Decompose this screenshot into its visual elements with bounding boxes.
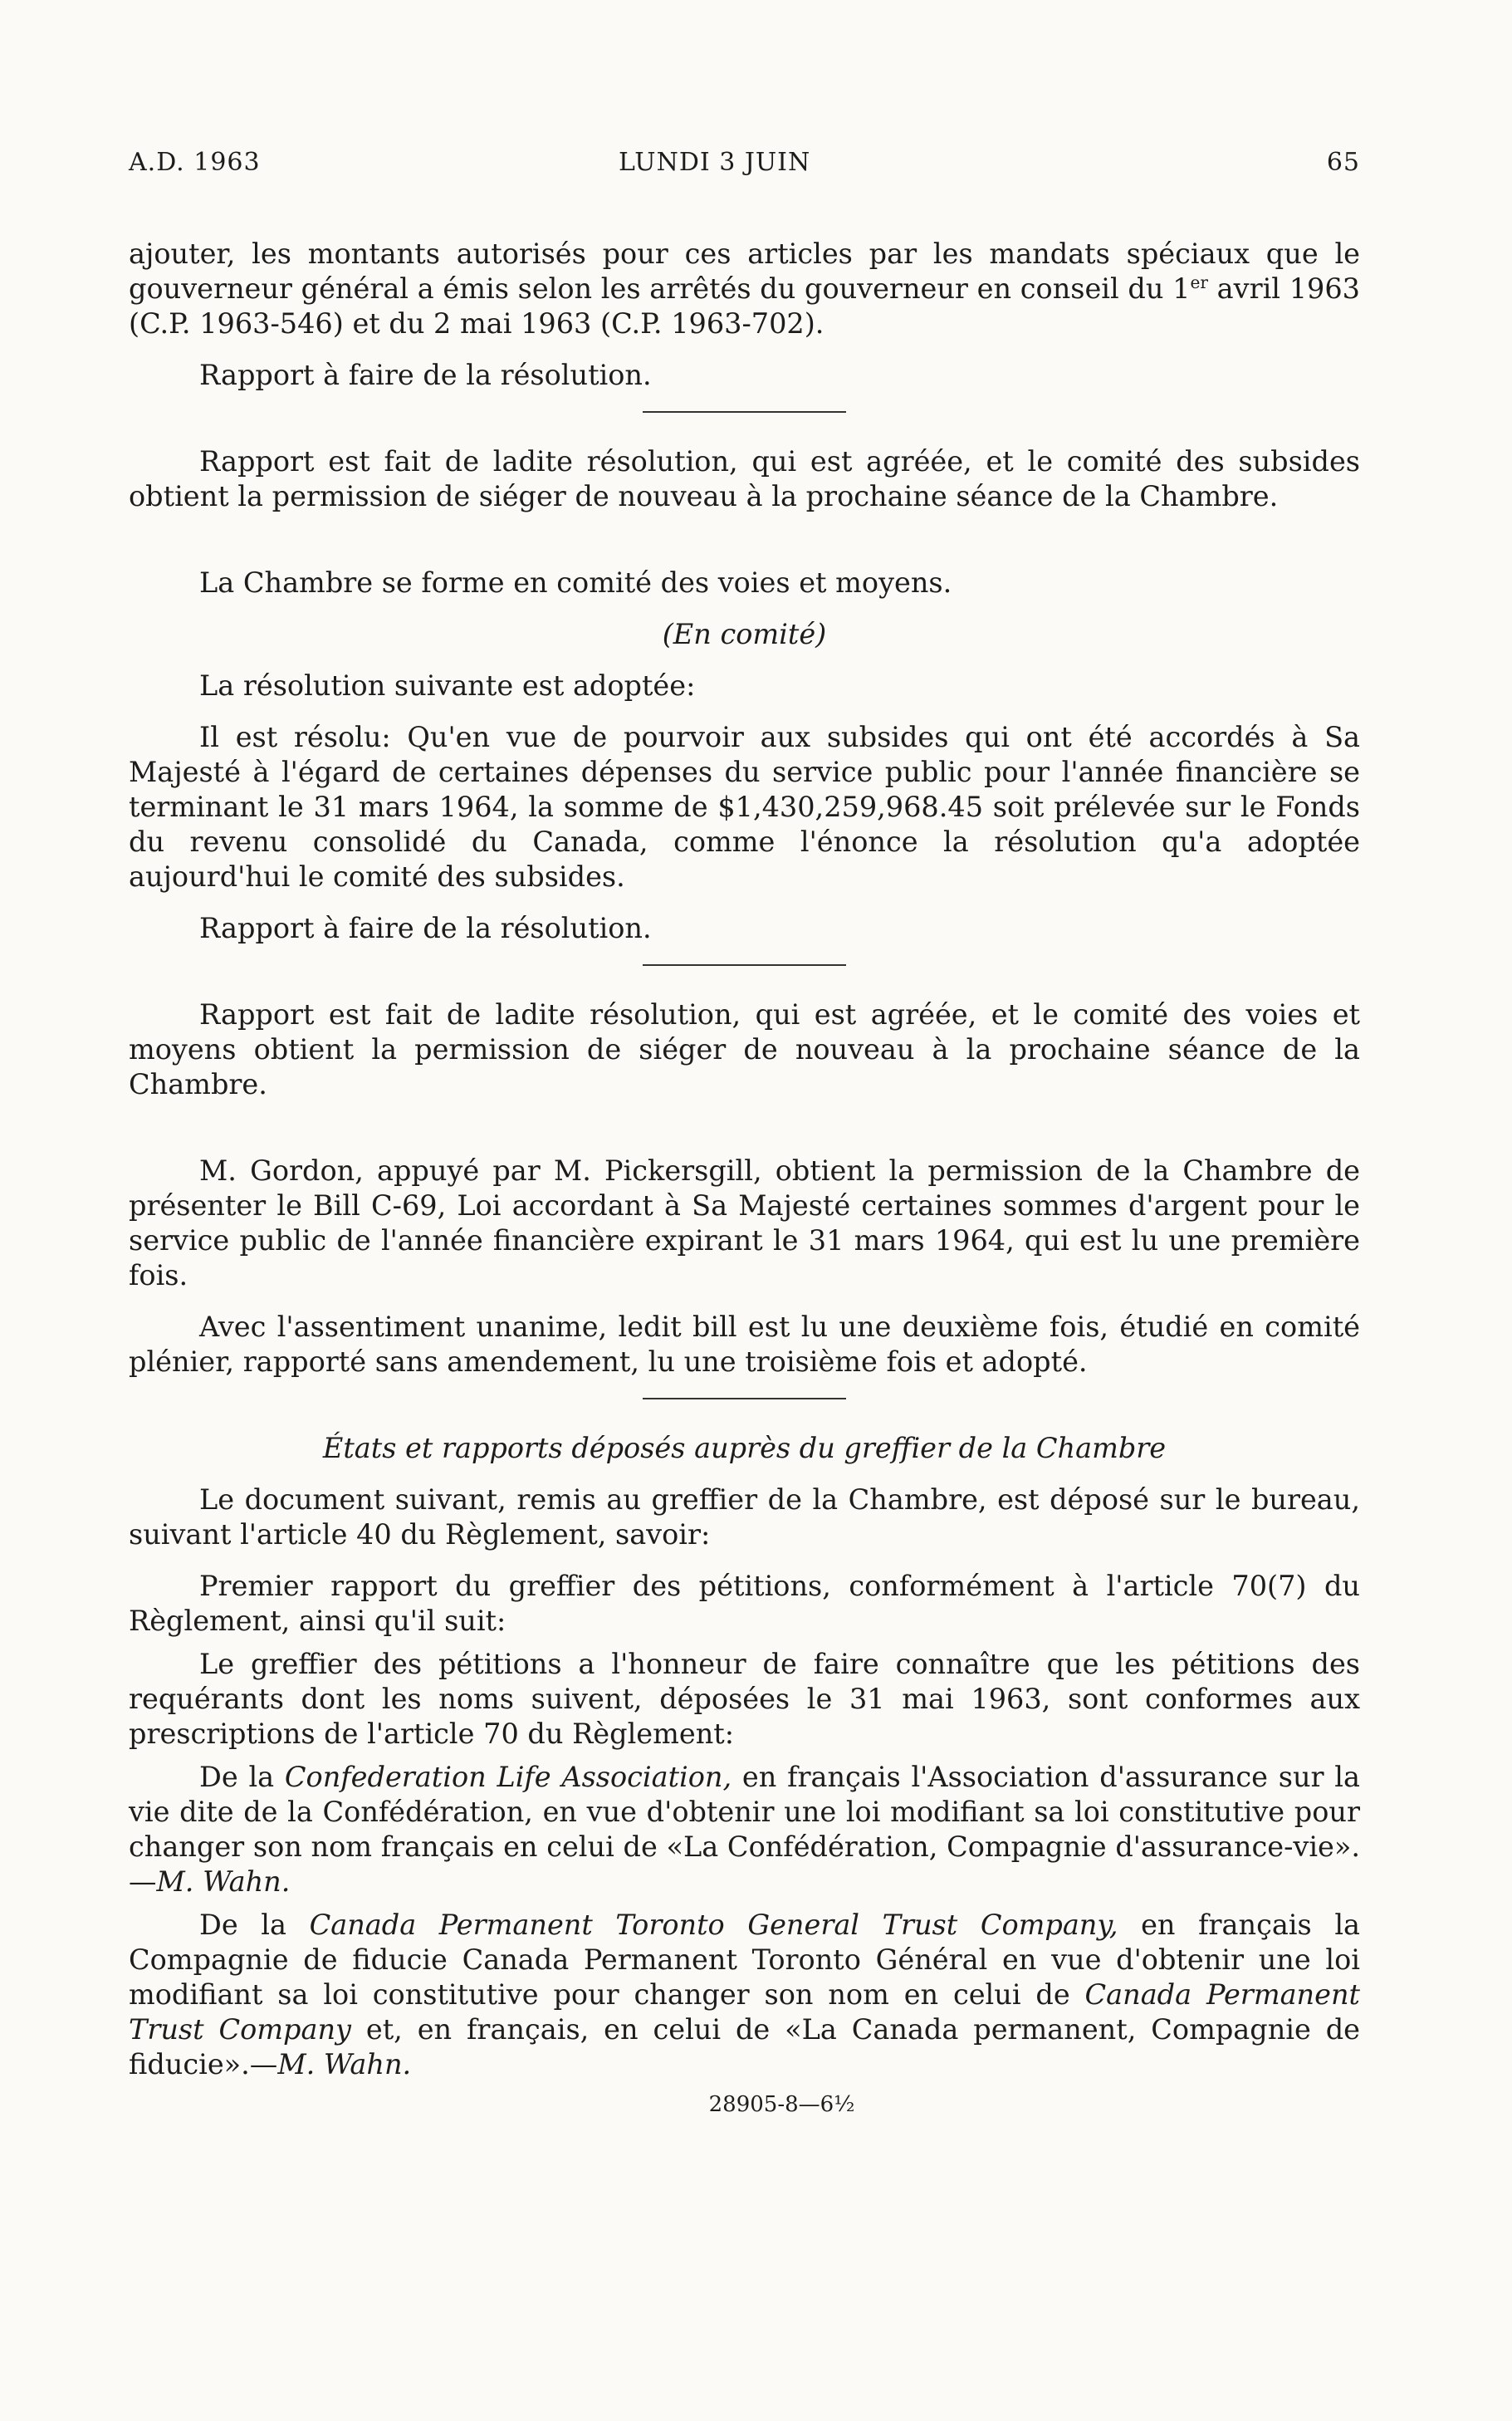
paragraph-document-tabled: Le document suivant, remis au greffier de la Chambre, est déposé sur le bureau, suivant l'article 40 du Règlement, savoir: [129, 1483, 1360, 1551]
section-heading: États et rapports déposés auprès du greffier de la Chambre [322, 1432, 1167, 1464]
paragraph-in-committee: (En comité) [662, 618, 827, 650]
paragraph-resolution-text: Il est résolu: Qu'en vue de pourvoir aux subsides qui ont été accordés à Sa Majesté à l'égard de certaines dépenses du service public pour l'année financière se terminant le 31 mars 1964, la somme de $1,430,259,968.45 soit prélevée sur le Fonds du revenu consolidé du Canada, comme l'énonce la résolution qu'a adoptée aujourd'hui le comité des subsides. [129, 721, 1360, 893]
paragraph-petitions-clerk: Le greffier des pétitions a l'honneur de faire connaître que les pétitions des requérants dont les noms suivent, déposées le 31 mai 1963, sont conformes aux prescriptions de l'article 70 du Règlement: [129, 1648, 1360, 1750]
paragraph-continuation: ajouter, les montants autorisés pour ces articles par les mandats spéciaux que le gouverneur général a émis selon les arrêtés du gouverneur en conseil du 1er avril 1963 (C.P. 1963-546) et du 2 mai 1963 (C.P. 1963-702). [129, 238, 1360, 340]
page-header [129, 148, 1360, 189]
section-divider [643, 411, 846, 413]
paragraph-report-ways-means: Rapport est fait de ladite résolution, qui est agréée, et le comité des voies et moyens obtient la permission de siéger de nouveau à la prochaine séance de la Chambre. [129, 998, 1360, 1100]
paragraph-bill-c69: M. Gordon, appuyé par M. Pickersgill, obtient la permission de la Chambre de présenter le Bill C-69, Loi accordant à Sa Majesté certaines sommes d'argent pour le service public de l'année financière expirant le 31 mars 1964, qui est lu une première fois. [129, 1154, 1360, 1291]
section-divider [643, 1398, 846, 1399]
header-date: LUNDI 3 JUIN [619, 148, 811, 177]
header-year: A.D. 1963 [129, 148, 261, 177]
paragraph-petition-canada-permanent: De la Canada Permanent Toronto General Trust Company, en français la Compagnie de fiducie Canada Permanent Toronto Général en vue d'obtenir une loi modifiant sa loi constitutive pour changer son nom en celui de Canada Permanent Trust Company et, en français, en celui de «La Canada permanent, Compagnie de fiducie».—M. Wahn. [129, 1909, 1361, 2080]
section-divider [643, 964, 846, 966]
paragraph-first-report: Premier rapport du greffier des pétitions, conformément à l'article 70(7) du Règlement, ainsi qu'il suit: [129, 1570, 1360, 1637]
paragraph-report-subsides: Rapport est fait de ladite résolution, qui est agréée, et le comité des subsides obtient la permission de siéger de nouveau à la prochaine séance de la Chambre. [129, 445, 1360, 512]
page-footer-code: 28905-8—6½ [708, 2092, 855, 2117]
document-body [129, 237, 1360, 2122]
paragraph-bill-adopted: Avec l'assentiment unanime, ledit bill est lu une deuxième fois, étudié en comité plénier, rapporté sans amendement, lu une troisième fois et adopté. [129, 1311, 1360, 1378]
paragraph-report-to-make-2: Rapport à faire de la résolution. [199, 912, 652, 944]
paragraph-report-to-make: Rapport à faire de la résolution. [199, 359, 652, 391]
paragraph-committee-forms: La Chambre se forme en comité des voies et moyens. [199, 566, 952, 599]
paragraph-resolution-adopted: La résolution suivante est adoptée: [199, 669, 696, 702]
page-number: 65 [1326, 148, 1360, 177]
paragraph-petition-confederation: De la Confederation Life Association, en français l'Association d'assurance sur la vie dite de la Confédération, en vue d'obtenir une loi modifiant sa loi constitutive pour changer son nom français en celui de «La Confédération, Compagnie d'assurance-vie».—M. Wahn. [129, 1761, 1360, 1898]
